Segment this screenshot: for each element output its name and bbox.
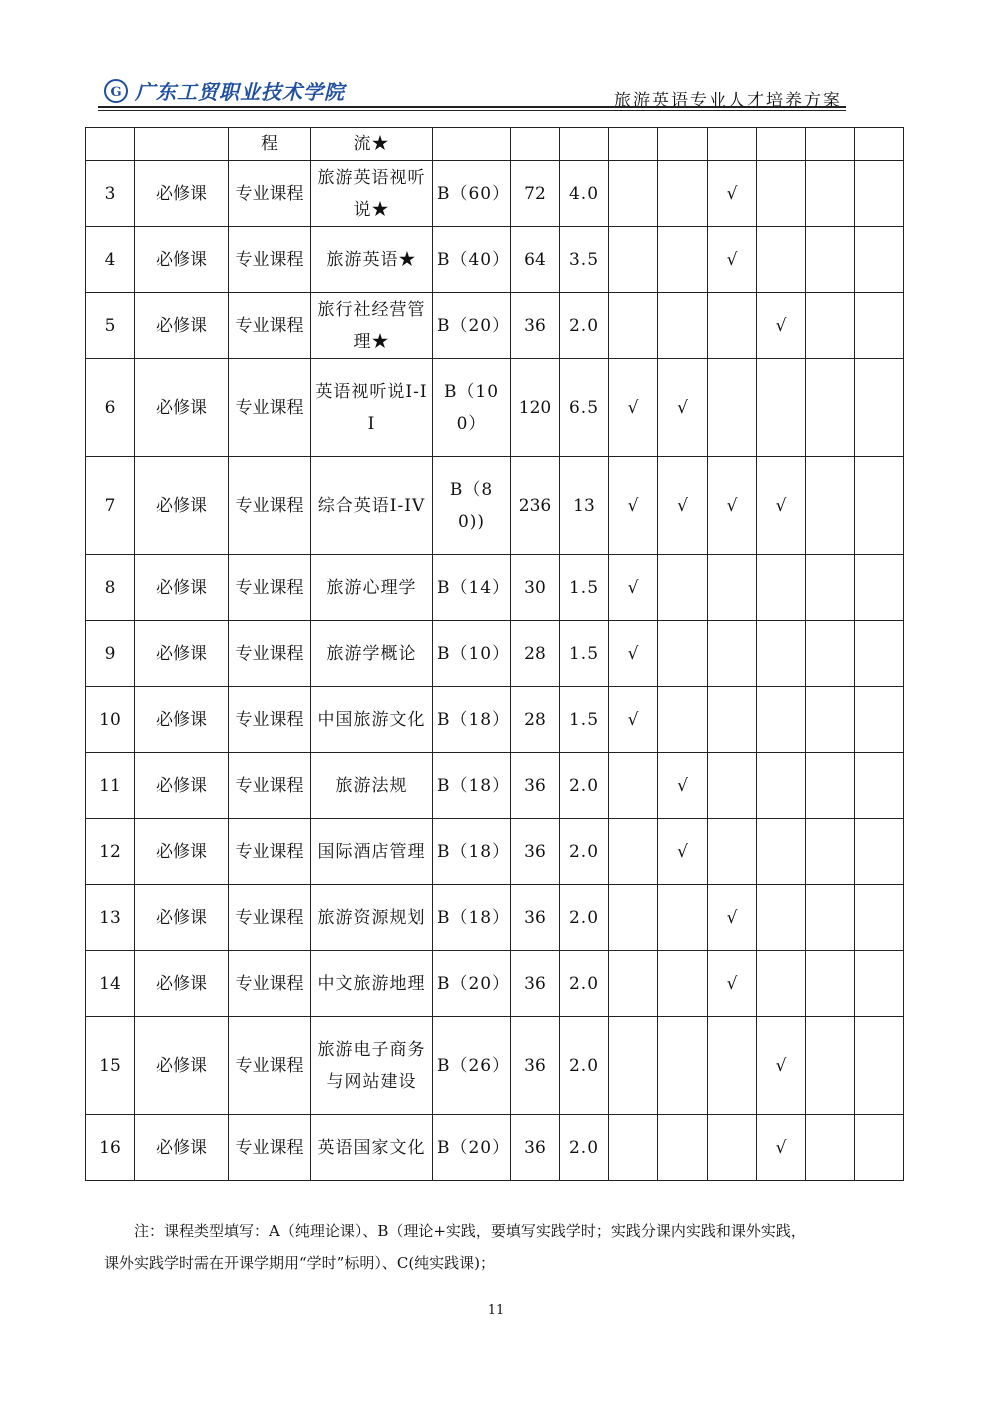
cell-credits: 2.0 [560,885,609,951]
cell-hours: 36 [511,1115,560,1181]
school-name: 广东工贸职业技术学院 [135,80,345,104]
cell-credits: 1.5 [560,621,609,687]
cell-term-3 [708,1115,757,1181]
cell-term-4 [757,128,806,161]
cell-term-1 [609,227,658,293]
cell-term-6 [855,293,904,359]
cell-term-4 [757,621,806,687]
cell-term-6 [855,1115,904,1181]
cell-term-4: √ [757,293,806,359]
cell-term-6 [855,555,904,621]
cell-no: 15 [86,1017,135,1115]
cell-term-5 [806,293,855,359]
cell-term-5 [806,161,855,227]
cell-credits: 2.0 [560,753,609,819]
cell-term-3 [708,293,757,359]
cell-term-1: √ [609,555,658,621]
cell-term-4 [757,753,806,819]
cell-hours: 30 [511,555,560,621]
cell-term-3: √ [708,161,757,227]
cell-category: 必修课 [135,457,229,555]
cell-term-4 [757,885,806,951]
table-row [86,128,904,161]
cell-credits: 4.0 [560,161,609,227]
cell-course-name: 综合英语I-IV [311,457,433,555]
cell-credits: 2.0 [560,293,609,359]
cell-term-4: √ [757,457,806,555]
cell-course-type: 专业课程 [229,885,311,951]
cell-category: 必修课 [135,227,229,293]
cell-term-6 [855,359,904,457]
cell-term-3 [708,1017,757,1115]
cell-hours: 64 [511,227,560,293]
cell-course-type: 专业课程 [229,227,311,293]
cell-no: 10 [86,687,135,753]
cell-term-3 [708,819,757,885]
cell-term-1 [609,885,658,951]
cell-course-type: 专业课程 [229,555,311,621]
page-header [98,68,846,110]
cell-term-5 [806,555,855,621]
cell-hours: 28 [511,687,560,753]
table-row [86,359,904,457]
cell-term-6 [855,885,904,951]
cell-no: 14 [86,951,135,1017]
cell-credits: 6.5 [560,359,609,457]
cell-term-3: √ [708,885,757,951]
cell-category: 必修课 [135,1017,229,1115]
cell-term-1: √ [609,687,658,753]
cell-term-6 [855,687,904,753]
cell-term-5 [806,885,855,951]
cell-hours [511,128,560,161]
cell-term-2 [658,555,708,621]
cell-term-6 [855,621,904,687]
cell-course-name: 旅游英语视听说★ [311,161,433,227]
cell-term-5 [806,457,855,555]
cell-hours: 36 [511,293,560,359]
cell-course-type: 专业课程 [229,753,311,819]
cell-hours: 120 [511,359,560,457]
cell-term-6 [855,128,904,161]
cell-course-type: 专业课程 [229,621,311,687]
table-row [86,1017,904,1115]
cell-course-name: 中国旅游文化 [311,687,433,753]
cell-no: 6 [86,359,135,457]
cell-term-5 [806,227,855,293]
cell-term-4 [757,161,806,227]
cell-term-4 [757,819,806,885]
table-footnote [104,1215,894,1279]
cell-term-3 [708,621,757,687]
cell-no: 9 [86,621,135,687]
cell-credits: 13 [560,457,609,555]
cell-term-1 [609,1017,658,1115]
cell-term-6 [855,819,904,885]
cell-course-type: 专业课程 [229,359,311,457]
cell-category: 必修课 [135,753,229,819]
cell-class-type: B（18） [433,819,511,885]
cell-credits: 2.0 [560,951,609,1017]
cell-course-type: 专业课程 [229,1115,311,1181]
cell-term-4: √ [757,1115,806,1181]
cell-class-type: B（100） [433,359,511,457]
cell-hours: 36 [511,951,560,1017]
table-row [86,753,904,819]
cell-no: 4 [86,227,135,293]
table-row [86,457,904,555]
cell-no [86,128,135,161]
cell-course-name: 国际酒店管理 [311,819,433,885]
cell-class-type: B（60） [433,161,511,227]
cell-term-2 [658,161,708,227]
cell-term-2 [658,687,708,753]
cell-hours: 28 [511,621,560,687]
cell-category: 必修课 [135,293,229,359]
cell-term-6 [855,227,904,293]
cell-course-type: 程 [229,128,311,161]
cell-category: 必修课 [135,885,229,951]
table-row [86,687,904,753]
cell-term-5 [806,687,855,753]
cell-term-2 [658,885,708,951]
cell-hours: 36 [511,819,560,885]
cell-no: 16 [86,1115,135,1181]
cell-course-name: 旅游心理学 [311,555,433,621]
cell-course-name: 中文旅游地理 [311,951,433,1017]
cell-class-type: B（20） [433,951,511,1017]
table-row [86,161,904,227]
cell-term-2 [658,227,708,293]
cell-course-name: 旅行社经营管理★ [311,293,433,359]
cell-credits: 2.0 [560,1017,609,1115]
cell-class-type: B（40） [433,227,511,293]
cell-hours: 36 [511,753,560,819]
cell-term-4 [757,227,806,293]
cell-course-name: 旅游电子商务与网站建设 [311,1017,433,1115]
cell-category: 必修课 [135,359,229,457]
cell-term-5 [806,1017,855,1115]
cell-term-6 [855,951,904,1017]
cell-term-5 [806,128,855,161]
cell-term-5 [806,819,855,885]
cell-term-2: √ [658,819,708,885]
cell-term-4: √ [757,1017,806,1115]
cell-course-name: 英语国家文化 [311,1115,433,1181]
cell-class-type: B（18） [433,687,511,753]
table-row [86,951,904,1017]
cell-course-type: 专业课程 [229,819,311,885]
cell-term-3 [708,555,757,621]
cell-term-6 [855,1017,904,1115]
cell-hours: 72 [511,161,560,227]
cell-course-name: 旅游法规 [311,753,433,819]
cell-no: 13 [86,885,135,951]
cell-term-3 [708,753,757,819]
cell-course-name: 英语视听说I-II [311,359,433,457]
cell-term-1 [609,819,658,885]
cell-term-5 [806,1115,855,1181]
cell-no: 8 [86,555,135,621]
cell-class-type: B（20） [433,293,511,359]
cell-category: 必修课 [135,1115,229,1181]
cell-hours: 36 [511,1017,560,1115]
cell-course-type: 专业课程 [229,951,311,1017]
cell-course-name: 旅游资源规划 [311,885,433,951]
cell-term-3 [708,359,757,457]
page-number: 11 [487,1303,505,1318]
cell-term-1 [609,753,658,819]
cell-term-2 [658,951,708,1017]
cell-term-3 [708,128,757,161]
cell-term-1 [609,161,658,227]
cell-credits [560,128,609,161]
footnote-line-1: 注：课程类型填写：A（纯理论课）、B（理论+实践，要填写实践学时；实践分课内实践和课外实践， [134,1222,806,1240]
cell-course-name: 流★ [311,128,433,161]
cell-no: 7 [86,457,135,555]
table-row [86,819,904,885]
cell-class-type [433,128,511,161]
cell-term-2: √ [658,457,708,555]
table-row [86,227,904,293]
cell-no: 11 [86,753,135,819]
cell-category: 必修课 [135,687,229,753]
cell-class-type: B（18） [433,753,511,819]
cell-term-6 [855,457,904,555]
cell-term-3: √ [708,951,757,1017]
cell-term-2 [658,128,708,161]
cell-term-2 [658,1017,708,1115]
table-row [86,621,904,687]
cell-term-5 [806,621,855,687]
cell-term-3 [708,687,757,753]
cell-class-type: B（18） [433,885,511,951]
cell-term-1: √ [609,621,658,687]
cell-term-1 [609,1115,658,1181]
cell-no: 12 [86,819,135,885]
cell-term-1: √ [609,359,658,457]
cell-class-type: B（80)) [433,457,511,555]
course-table [85,127,904,1181]
cell-term-6 [855,161,904,227]
cell-term-1: √ [609,457,658,555]
cell-term-2 [658,621,708,687]
cell-category: 必修课 [135,555,229,621]
cell-no: 3 [86,161,135,227]
header-rule-thick [98,106,846,108]
cell-course-type: 专业课程 [229,687,311,753]
cell-category: 必修课 [135,621,229,687]
cell-course-type: 专业课程 [229,293,311,359]
cell-term-4 [757,687,806,753]
cell-credits: 3.5 [560,227,609,293]
cell-term-3: √ [708,457,757,555]
table-row [86,555,904,621]
cell-term-1 [609,128,658,161]
table-row [86,293,904,359]
cell-course-type: 专业课程 [229,161,311,227]
cell-course-name: 旅游学概论 [311,621,433,687]
document-title: 旅游英语专业人才培养方案 [614,91,842,111]
school-logo [104,76,345,105]
cell-category: 必修课 [135,951,229,1017]
cell-class-type: B（26） [433,1017,511,1115]
cell-hours: 36 [511,885,560,951]
cell-credits: 2.0 [560,1115,609,1181]
cell-course-name: 旅游英语★ [311,227,433,293]
cell-category [135,128,229,161]
cell-credits: 2.0 [560,819,609,885]
table-row [86,1115,904,1181]
cell-credits: 1.5 [560,687,609,753]
cell-term-4 [757,951,806,1017]
cell-class-type: B（14） [433,555,511,621]
cell-term-5 [806,359,855,457]
cell-category: 必修课 [135,161,229,227]
cell-course-type: 专业课程 [229,457,311,555]
table-row [86,885,904,951]
cell-term-2 [658,293,708,359]
cell-class-type: B（10） [433,621,511,687]
cell-term-3: √ [708,227,757,293]
cell-term-2: √ [658,359,708,457]
cell-term-5 [806,951,855,1017]
cell-credits: 1.5 [560,555,609,621]
cell-category: 必修课 [135,819,229,885]
cell-term-5 [806,753,855,819]
cell-hours: 236 [511,457,560,555]
cell-term-6 [855,753,904,819]
cell-class-type: B（20） [433,1115,511,1181]
cell-no: 5 [86,293,135,359]
cell-term-4 [757,359,806,457]
header-rule-thin [98,110,846,111]
footnote-line-2: 课外实践学时需在开课学期用“学时”标明）、C(纯实践课)； [104,1254,496,1272]
cell-term-2 [658,1115,708,1181]
cell-term-2: √ [658,753,708,819]
cell-course-type: 专业课程 [229,1017,311,1115]
cell-term-1 [609,951,658,1017]
school-emblem-icon: G [104,79,128,103]
cell-term-4 [757,555,806,621]
cell-term-1 [609,293,658,359]
